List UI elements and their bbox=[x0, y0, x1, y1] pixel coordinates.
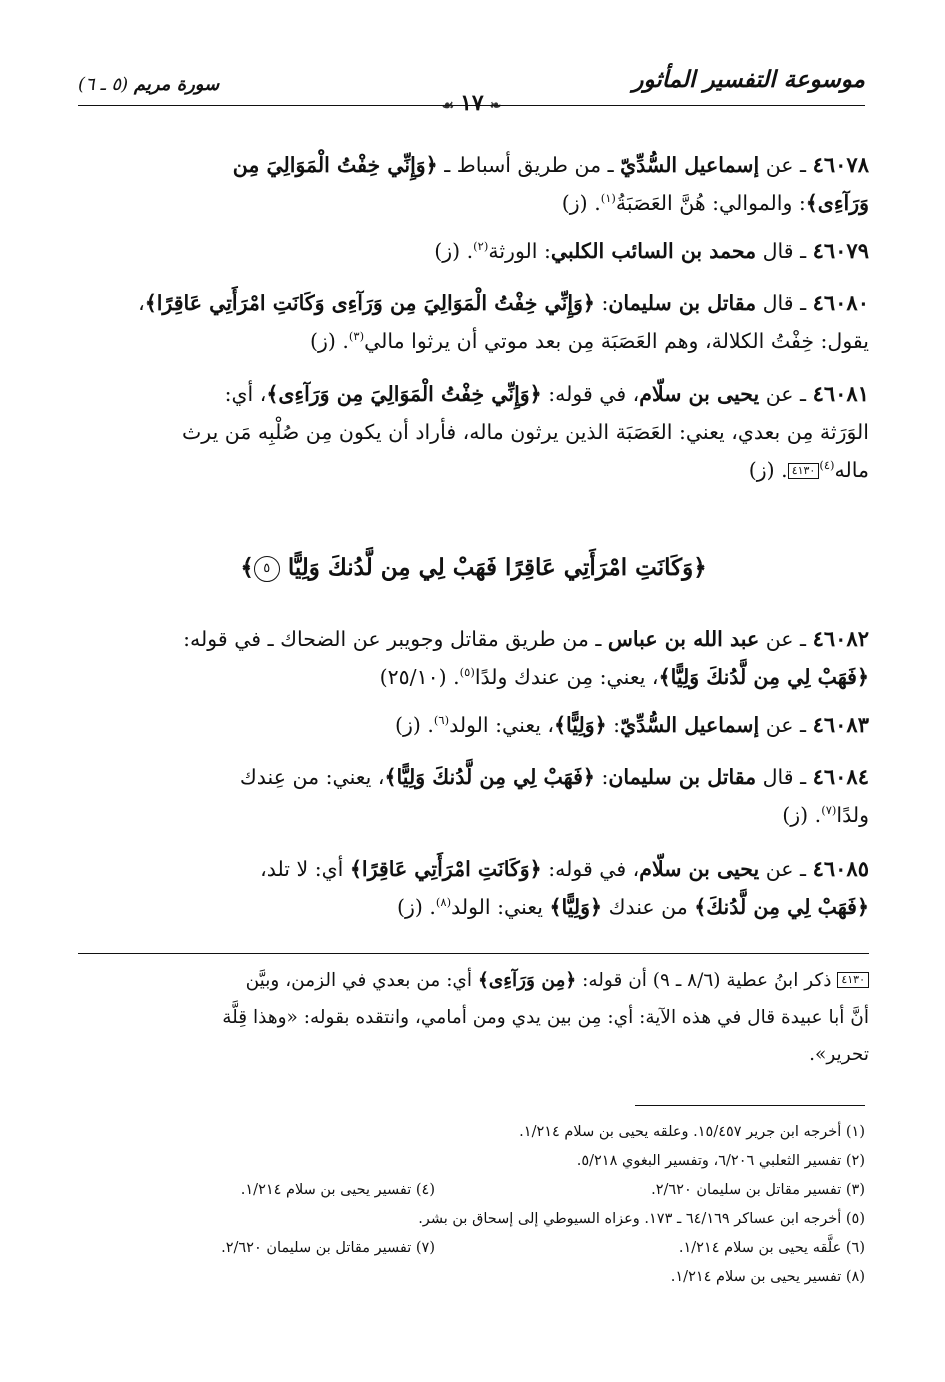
narrator-name: يحيى بن سلّام bbox=[639, 857, 760, 881]
entry-line bbox=[78, 184, 869, 222]
footnote: (٧) تفسير مقاتل بن سليمان ٢/٦٢٠. bbox=[221, 1240, 435, 1256]
text-run: : bbox=[594, 765, 609, 789]
narrator-name: محمد بن السائب الكلبي bbox=[550, 239, 757, 263]
text-run: ، في قوله: bbox=[541, 857, 640, 881]
running-header bbox=[78, 62, 865, 116]
text-run: : bbox=[606, 713, 621, 737]
text-run: . (ز) bbox=[782, 803, 822, 827]
ayah-close: ﴾ bbox=[240, 554, 254, 581]
text-run: أي: لا تلد، bbox=[260, 857, 350, 881]
text-run: الوَرَثة مِن بعدي، يعني: العَصَبَة الذين يرثون ماله، فأراد أن يكون مِن صُلْبِه مَن يرث bbox=[181, 420, 869, 444]
quran-quote: ﴿مِن وَرَآءِى﴾ bbox=[477, 970, 577, 991]
ayah-text: ﴿وَكَانَتِ امْرَأَتِي عَاقِرًا فَهَبْ لِي مِن لَّدُنكَ وَلِيًّا bbox=[287, 554, 707, 581]
page-number-block bbox=[436, 90, 508, 116]
entry-line bbox=[78, 232, 869, 270]
entry-line bbox=[78, 758, 869, 796]
narrator-name: ابنُ عطية bbox=[726, 970, 799, 991]
entry-line bbox=[78, 413, 869, 451]
entry bbox=[78, 850, 869, 926]
quran-quote: ﴿وَإِنِّي خِفْتُ الْمَوَالِيَ مِن bbox=[232, 153, 438, 177]
entry bbox=[78, 284, 869, 360]
entry bbox=[78, 758, 869, 834]
entry-number: ٤٦٠٨٥ bbox=[812, 856, 869, 881]
footnote-ref: (٥) bbox=[459, 665, 475, 680]
entry-line bbox=[78, 620, 869, 658]
text-run: (٨/٦ ـ ٩) أن قوله: bbox=[576, 970, 727, 991]
entry-line bbox=[78, 706, 869, 744]
text-run: : والموالي: هُنَّ العَصَبَةُ bbox=[615, 191, 806, 215]
text-run: ، bbox=[138, 291, 145, 315]
footnote: (٦) علَّقه يحيى بن سلام ١/٢١٤. bbox=[678, 1240, 865, 1256]
text-run: . (٢٥/١٠) bbox=[379, 665, 460, 689]
text-run: . (ز) bbox=[309, 329, 349, 353]
text-run: من عندك bbox=[602, 895, 695, 919]
text-run: ، في قوله: bbox=[541, 382, 640, 406]
entry-line bbox=[78, 796, 869, 834]
header-rule bbox=[78, 105, 865, 106]
ayat-range: (٥ ـ ٦) bbox=[78, 74, 129, 95]
text-run: يعني: الولد bbox=[451, 895, 550, 919]
footnote-ref: (١) bbox=[600, 191, 616, 206]
text-run: يقول: خِفْتُ الكلالة، وهم العَصَبَة مِن بعد موتي أن يرثوا مالي bbox=[364, 329, 869, 353]
text-run: ـ عن bbox=[759, 857, 813, 881]
narrator-name: إسماعيل السُّدِّيّ bbox=[620, 713, 760, 737]
text-run: ـ من طريق مقاتل وجويبر عن الضحاك ـ في قوله: bbox=[183, 627, 608, 651]
entry-line bbox=[78, 284, 869, 322]
quran-quote: ﴿وَإِنِّي خِفْتُ الْمَوَالِيَ مِن وَرَآءِى وَكَانَتِ امْرَأَتِي عَاقِرًا﴾ bbox=[144, 291, 595, 315]
text-run: ، يعني: الولد bbox=[449, 713, 555, 737]
footnote-row bbox=[78, 1234, 865, 1263]
commentary-line bbox=[78, 962, 869, 999]
text-run: ، يعني: مِن عندك ولدًا bbox=[474, 665, 659, 689]
text-run: . (ز) bbox=[434, 239, 474, 263]
quran-quote: ﴿فَهَبْ لِي مِن لَّدُنكَ وَلِيًّا﴾ bbox=[384, 765, 595, 789]
entry bbox=[78, 620, 869, 696]
footnote-ref: (٢) bbox=[473, 239, 489, 254]
footnote: (١) أخرجه ابن جرير ١٥/٤٥٧. وعلقه يحيى بن سلام ١/٢١٤. bbox=[519, 1124, 865, 1140]
entry-number: ٤٦٠٧٩ bbox=[812, 238, 869, 263]
entry-line bbox=[78, 658, 869, 696]
text-run: ـ عن bbox=[759, 382, 813, 406]
text-run: . (ز) bbox=[561, 191, 601, 215]
text-run: بقوله: «وهذا قِلَّة bbox=[222, 1007, 356, 1028]
ornament-icon: ☙ bbox=[441, 98, 455, 114]
quran-quote: وَرَآءِى﴾ bbox=[805, 191, 869, 215]
footnote-row bbox=[78, 1147, 865, 1176]
entry-number: ٤٦٠٨٣ bbox=[812, 712, 869, 737]
ayah-heading bbox=[78, 548, 869, 588]
narrator-name: مقاتل بن سليمان bbox=[608, 291, 757, 315]
commentary-marker: ٤١٣٠ bbox=[837, 972, 869, 988]
text-run: أنَّ أبا عبيدة قال في هذه الآية: أي: مِن بين يدي ومن أمامي، bbox=[409, 1007, 869, 1028]
entry-line bbox=[78, 451, 869, 489]
commentary-rule bbox=[78, 953, 869, 954]
text-run: ـ قال bbox=[756, 765, 813, 789]
text-run: . (ز) bbox=[394, 713, 434, 737]
quran-quote: ﴿وَلِيًّا﴾ bbox=[549, 895, 603, 919]
entry bbox=[78, 232, 869, 270]
footnote-row bbox=[78, 1263, 865, 1292]
text-run: ـ من طريق أسباط ـ bbox=[437, 153, 621, 177]
footnote-row bbox=[78, 1205, 865, 1234]
entry-line bbox=[78, 146, 869, 184]
footnote: (٨) تفسير يحيى بن سلام ١/٢١٤. bbox=[670, 1269, 865, 1285]
footnotes bbox=[78, 1118, 865, 1292]
entry-line bbox=[78, 850, 869, 888]
book-title: موسوعة التفسير المأثور bbox=[632, 66, 865, 93]
ayah-number: ٥ bbox=[254, 556, 280, 582]
entry-number: ٤٦٠٨٤ bbox=[812, 764, 869, 789]
text-run: : bbox=[594, 291, 609, 315]
footnote: (٢) تفسير الثعلبي ٦/٢٠٦، وتفسير البغوي ٥/٢١٨. bbox=[576, 1153, 865, 1169]
text-run: ماله bbox=[834, 458, 869, 482]
text-run: : الورثة bbox=[488, 239, 551, 263]
text-run: . (ز) bbox=[396, 895, 436, 919]
quran-quote: ﴿فَهَبْ لِي مِن لَّدُنكَ وَلِيًّا﴾ bbox=[658, 665, 869, 689]
narrator-name: عبد الله بن عباس bbox=[607, 627, 760, 651]
quran-quote: ﴿وَكَانَتِ امْرَأَتِي عَاقِرًا﴾ bbox=[349, 857, 542, 881]
commentary-line bbox=[78, 1036, 869, 1073]
footnote-row bbox=[78, 1176, 865, 1205]
text-run: ، أي: bbox=[224, 382, 267, 406]
footnote: (٤) تفسير يحيى بن سلام ١/٢١٤. bbox=[240, 1182, 435, 1198]
footnote: (٣) تفسير مقاتل بن سليمان ٢/٦٢٠. bbox=[651, 1182, 865, 1198]
narrator-name: يحيى بن سلّام bbox=[639, 382, 760, 406]
text-run: أي: من بعدي في الزمن، وبيَّن bbox=[245, 970, 478, 991]
quran-quote: ﴿وَلِيًّا﴾ bbox=[554, 713, 607, 737]
footnote-ref: (٧) bbox=[821, 803, 837, 818]
text-run: تحرير». bbox=[809, 1044, 869, 1065]
text-run: ذكر bbox=[798, 970, 838, 991]
text-run: ولدًا bbox=[836, 803, 869, 827]
footnote-ref: (٦) bbox=[433, 713, 450, 728]
narrator-name: مقاتل بن سليمان bbox=[608, 765, 757, 789]
footnote-row bbox=[78, 1118, 865, 1147]
surah-reference bbox=[78, 74, 219, 95]
surah-name: سورة مريم bbox=[133, 74, 220, 95]
commentary-note bbox=[78, 962, 869, 1073]
footnote: (٥) أخرجه ابن عساكر ٦٤/١٦٩ ـ ١٧٣. وعزاه السيوطي إلى إسحاق بن بشر. bbox=[418, 1211, 865, 1227]
entry-line bbox=[78, 888, 869, 926]
narrator-name: إسماعيل السُّدِّيّ bbox=[620, 153, 760, 177]
text-run: ، يعني: من عِندك bbox=[239, 765, 385, 789]
entry-line bbox=[78, 322, 869, 360]
text-run: ـ قال bbox=[756, 291, 813, 315]
page-number: ١٧ bbox=[460, 90, 484, 116]
footnote-rule bbox=[635, 1105, 865, 1106]
commentary-marker: ٤١٣٠ bbox=[788, 463, 820, 479]
entry-line bbox=[78, 375, 869, 413]
footnote-ref: (٤) bbox=[819, 458, 835, 473]
entry bbox=[78, 375, 869, 489]
footnote-ref: (٨) bbox=[435, 895, 452, 910]
entry-number: ٤٦٠٧٨ bbox=[812, 152, 869, 177]
text-run: . (ز) bbox=[748, 458, 788, 482]
narrator-name: وانتقده bbox=[355, 1007, 410, 1028]
entry-number: ٤٦٠٨٢ bbox=[812, 626, 869, 651]
entry bbox=[78, 706, 869, 744]
text-run: ـ قال bbox=[756, 239, 813, 263]
text-run: ـ عن bbox=[759, 153, 813, 177]
ornament-icon: ❧ bbox=[489, 98, 502, 114]
quran-quote: ﴿فَهَبْ لِي مِن لَّدُنكَ﴾ bbox=[694, 895, 869, 919]
commentary-line bbox=[78, 999, 869, 1036]
entry-number: ٤٦٠٨٠ bbox=[812, 290, 869, 315]
entry-number: ٤٦٠٨١ bbox=[812, 381, 869, 406]
footnote-ref: (٣) bbox=[348, 329, 365, 344]
entry bbox=[78, 146, 869, 222]
quran-quote: ﴿وَإِنِّي خِفْتُ الْمَوَالِيَ مِن وَرَآءِى﴾ bbox=[266, 382, 542, 406]
text-run: ـ عن bbox=[759, 713, 813, 737]
text-run: ـ عن bbox=[759, 627, 813, 651]
